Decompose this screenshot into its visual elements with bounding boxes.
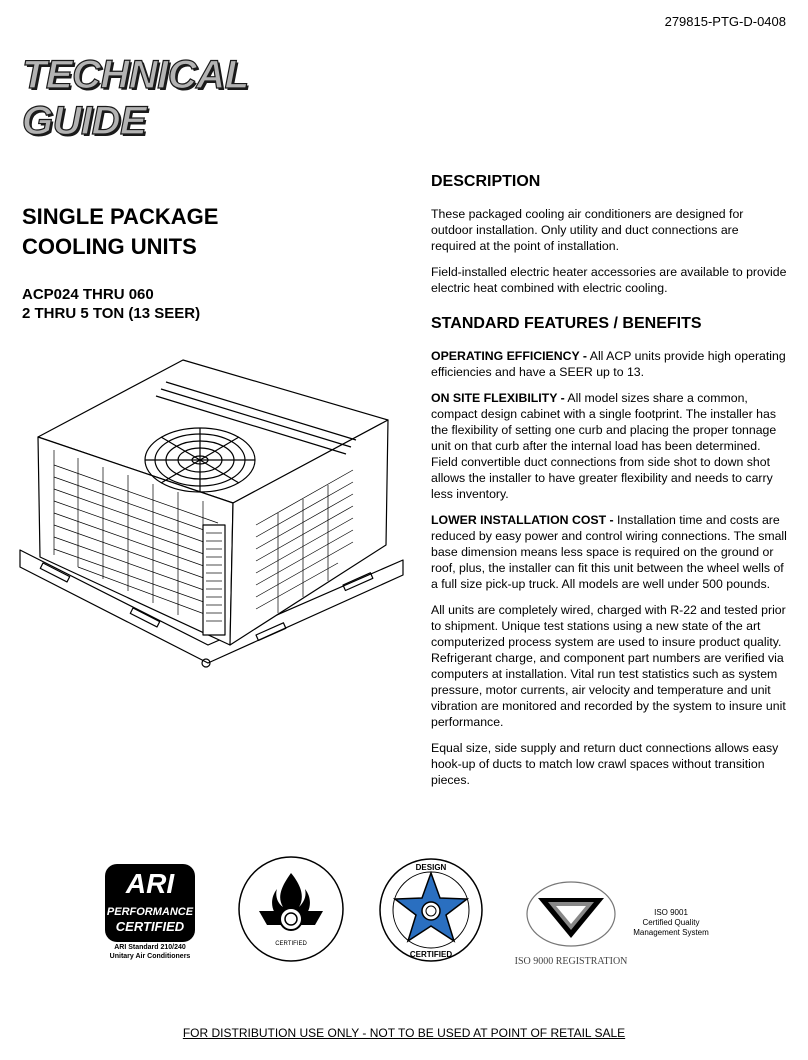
description-paragraph-2: Field-installed electric heater accessories are available to provide electric heat combined with electric cooling. xyxy=(431,265,787,295)
iso-line-2: Certified Quality xyxy=(642,918,700,927)
description-heading: DESCRIPTION xyxy=(431,173,541,190)
feature-operating-efficiency xyxy=(431,348,787,380)
product-title-line-1: SINGLE PACKAGE xyxy=(22,204,219,229)
document-number: 279815-PTG-D-0408 xyxy=(664,14,786,29)
ari-performance-text: PERFORMANCE xyxy=(106,906,194,918)
design-text: DESIGN xyxy=(415,863,447,872)
iso-line-1: ISO 9001 xyxy=(654,908,688,917)
distribution-notice xyxy=(0,1026,808,1040)
iso-line-3: Management System xyxy=(633,928,709,937)
feature-lead: OPERATING EFFICIENCY - xyxy=(431,349,587,363)
iso-9000-registration-logo xyxy=(512,878,630,968)
model-line-1: ACP024 THRU 060 xyxy=(22,286,154,303)
ari-text: ARI xyxy=(125,868,175,899)
model-line-2: 2 THRU 5 TON (13 SEER) xyxy=(22,305,201,322)
description-paragraph-1: These packaged cooling air conditioners are designed for outdoor installation. Only utility and duct connections are required at the point of installation. xyxy=(431,207,744,253)
ari-performance-certified-logo xyxy=(104,863,196,961)
csa-certified-text: CERTIFIED xyxy=(275,941,307,947)
ari-certified-text: CERTIFIED xyxy=(115,919,185,934)
wired-paragraph: All units are completely wired, charged with R-22 and tested prior to shipment. Unique test stations using a new state of the art computerized process system are used to insure product quality. Refrigerant charge, and component part numbers are verified via computers at installation. Vital run test statistics such as system pressure, motor currents, air velocity and temperature and unit vibration are monitored and recorded by the system to insure unit performance. xyxy=(431,603,786,729)
technical-guide-title xyxy=(22,52,249,144)
feature-lead: LOWER INSTALLATION COST - xyxy=(431,513,614,527)
footer-text: FOR DISTRIBUTION USE ONLY - NOT TO BE USED AT POINT OF RETAIL SALE xyxy=(182,1026,626,1040)
title-line-1: TECHNICAL xyxy=(22,53,249,97)
ari-caption-1: ARI Standard 210/240 xyxy=(114,944,186,951)
cooling-unit-illustration xyxy=(18,345,418,705)
feature-text: All ACP units provide high operating efficiencies and have a SEER up to 13. xyxy=(431,349,786,379)
features-heading: STANDARD FEATURES / BENEFITS xyxy=(431,315,702,332)
design-certified-text: CERTIFIED xyxy=(409,950,453,959)
ari-caption-2: Unitary Air Conditioners xyxy=(109,953,191,960)
csa-certified-flame-logo xyxy=(237,855,345,963)
feature-text: All model sizes share a common, compact design cabinet with a single footprint. The installer has the flexibility of setting one curb and placing the proper tonnage unit on that curb after the internal load has been determined. Field convertible duct connections from side shot to down shot allows the installer to have greater flexibility and needs to carry less inventory. xyxy=(431,391,777,501)
feature-text: Installation time and costs are reduced by easy power and control wiring connections. The small base dimension means less space is required on the ground or roof, plus, the installer can fit this unit between the wheel wells of a full size pick-up truck. All models are well under 500 pounds. xyxy=(431,513,787,591)
right-column xyxy=(431,172,787,798)
feature-on-site-flexibility xyxy=(431,390,787,502)
model-range xyxy=(22,285,200,323)
feature-lower-installation-cost xyxy=(431,512,787,592)
iso-registration-arc-text: ISO 9000 REGISTRATION xyxy=(514,956,628,967)
product-title-line-2: COOLING UNITS xyxy=(22,234,197,259)
feature-lead: ON SITE FLEXIBILITY - xyxy=(431,391,565,405)
title-line-2: GUIDE xyxy=(22,99,147,143)
design-certified-star-logo xyxy=(378,857,484,963)
product-title xyxy=(22,202,218,262)
duct-connections-paragraph: Equal size, side supply and return duct connections allows easy hook-up of ducts to match low crawl spaces without transition pieces. xyxy=(431,741,779,787)
iso-caption xyxy=(628,908,714,938)
